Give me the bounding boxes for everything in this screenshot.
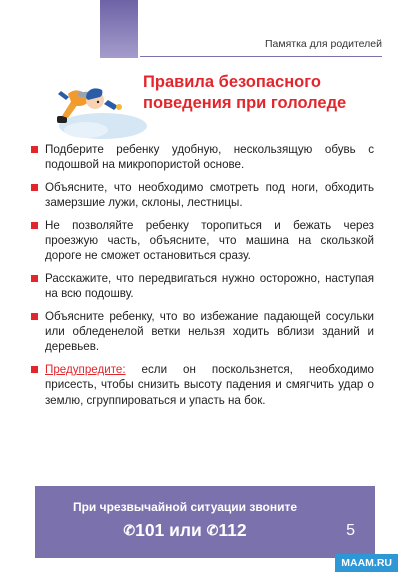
rule-text: Подберите ребенку удобную, нескользящую обувь с подошвой на микропористой основе. [45,143,374,172]
rule-text: Не позволяйте ребенку торопиться и бежать через проезжую часть, объясните, что машина на скользкой дороге не сможет остановиться сразу. [45,218,374,263]
emergency-footer [35,486,375,558]
list-item [28,309,374,355]
bullet-icon [31,184,38,191]
emergency-phones [35,520,335,541]
phone-separator: или [164,520,207,540]
bullet-icon [31,146,38,153]
phone-number-101: 101 [135,520,165,540]
bullet-icon [31,366,38,373]
page-title: Правила безопасного поведения при гололеде [143,73,347,112]
page-number: 5 [346,522,355,539]
list-item [28,180,374,211]
slipping-child-illustration [48,60,148,145]
header-label: Памятка для родителей [265,38,382,50]
phone-icon: ✆ [123,522,136,538]
site-watermark: MAAM.RU [335,554,398,572]
list-item [28,362,374,408]
emergency-caption: При чрезвычайной ситуации звоните [72,500,298,514]
bullet-icon [31,275,38,282]
safety-rules-list [28,142,374,408]
rule-text: если он поскользнется, необходимо присесть, чтобы снизить высоту падения и смягчить удар о землю, сгруппироваться и упасть на бок. [45,362,374,407]
list-item [28,271,374,302]
warning-lead: Предупредите: [45,362,126,376]
rule-text: Объясните, что необходимо смотреть под ноги, обходить замерзшие лужи, склоны, лестницы. [45,180,374,210]
list-item [28,142,374,173]
rule-text: Объясните ребенку, что во избежание падающей сосульки или обледенелой ветки нельзя ходить вблизи зданий и деревьев. [45,309,374,354]
phone-icon: ✆ [206,522,219,538]
rule-text: Расскажите, что передвигаться нужно осторожно, наступая на всю подошву. [45,271,374,301]
list-item [28,218,374,264]
bullet-icon [31,222,38,229]
phone-number-112: 112 [218,520,247,540]
header-divider [140,56,382,57]
decorative-strip [100,0,138,58]
bullet-icon [31,313,38,320]
